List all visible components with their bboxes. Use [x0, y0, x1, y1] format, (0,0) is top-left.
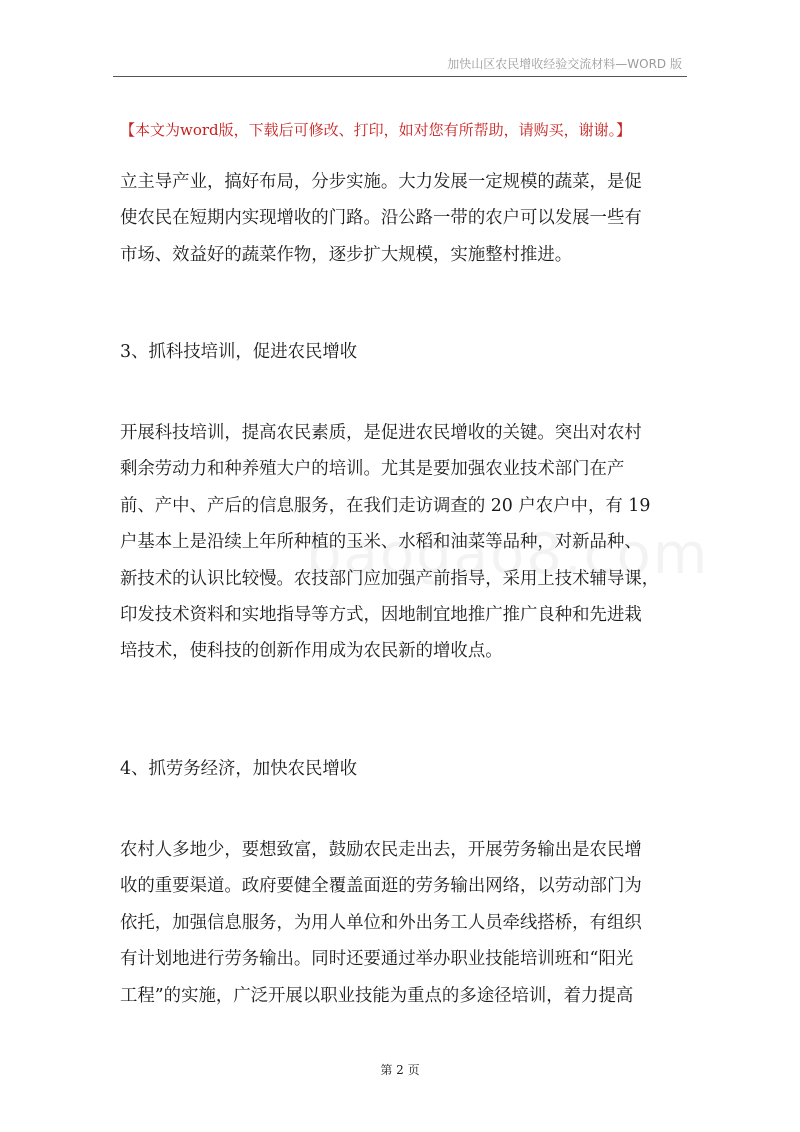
text-line: 新技术的认识比较慢。农技部门应加强产前指导，采用上技术辅导课， [120, 568, 660, 589]
text-line: 户基本上是沿续上年所种植的玉米、水稻和油菜等品种，对新品种、 [120, 532, 642, 553]
section-heading: 4、抓劳务经济，加快农民增收 [120, 759, 358, 779]
text-line: 有计划地进行劳务输出。同时还要通过举办职业技能培训班和“阳光 [120, 949, 634, 970]
text-line: 开展科技培训，提高农民素质，是促进农民增收的关键。突出对农村 [120, 423, 642, 443]
text-line: 前、产中、产后的信息服务，在我们走访调查的 20 户农户中，有 19 [120, 495, 651, 516]
notice-banner: 【本文为word版，下载后可修改、打印，如对您有所帮助，请购买，谢谢。】 [120, 121, 632, 139]
text-line: 立主导产业，搞好布局，分步实施。大力发展一定规模的蔬菜，是促 [120, 172, 642, 192]
text-line: 农村人多地少，要想致富，鼓励农民走出去，开展劳务输出是农民增 [120, 840, 642, 860]
header-rule [113, 76, 687, 77]
section-heading-4 [120, 751, 682, 787]
text-line: 收的重要渠道。政府要健全覆盖面逛的劳务输出网络，以劳动部门为 [120, 876, 642, 897]
text-line: 使农民在短期内实现增收的门路。沿公路一带的农户可以发展一些有 [120, 208, 642, 229]
paragraph-2 [120, 415, 682, 670]
text-line: 培技术，使科技的创新作用成为农民新的增收点。 [120, 641, 503, 662]
text-line: 工程”的实施，广泛开展以职业技能为重点的多途径培训，着力提高 [120, 985, 634, 1006]
section-heading: 3、抓科技培训，促进农民增收 [120, 342, 358, 362]
running-header: 加快山区农民增收经验交流材料—WORD 版 [447, 57, 682, 71]
text-line: 剩余劳动力和种养殖大户的培训。尤其是要加强农业技术部门在产 [120, 459, 625, 480]
paragraph-1 [120, 164, 682, 273]
text-line: 市场、效益好的蔬菜作物，逐步扩大规模，实施整村推进。 [120, 244, 573, 265]
paragraph-3 [120, 832, 682, 1014]
text-line: 依托，加强信息服务，为用人单位和外出务工人员牵线搭桥，有组织 [120, 912, 642, 933]
section-heading-3 [120, 334, 682, 370]
text-line: 印发技术资料和实地指导等方式，因地制宜地推广推广良种和先进栽 [120, 605, 642, 626]
page-number: 第 2 页 [380, 1063, 420, 1077]
